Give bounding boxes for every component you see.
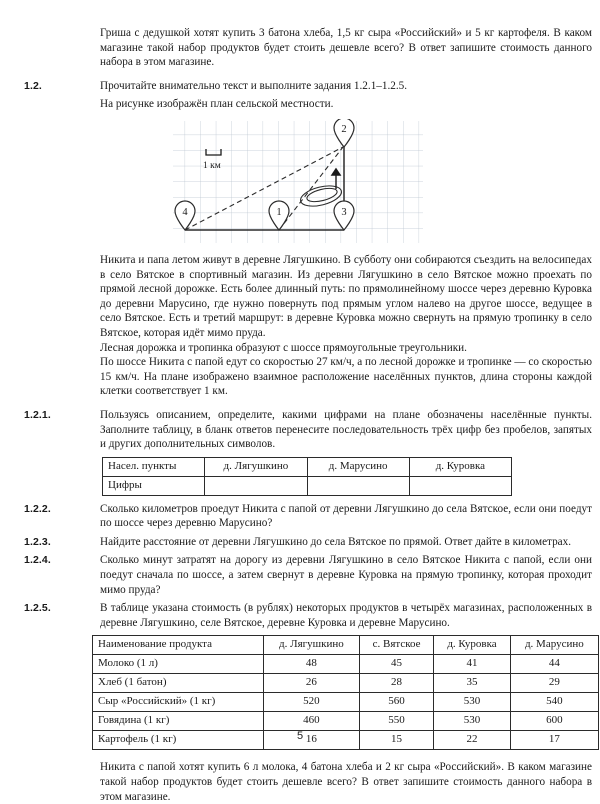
task-1-2-2: [0, 502, 600, 531]
task-1-2-2-number: 1.2.2.: [24, 502, 51, 515]
task-1-2: [0, 79, 600, 112]
settlements-col-2: д. Марусино: [307, 457, 409, 476]
price-cell: 540: [510, 693, 598, 712]
task-1-2-1-text: Пользуясь описанием, определите, какими цифрами на плане обозначены населённые пункты. Заполните таблицу, в бланк ответов перенесите последовательность трёх цифр без пробелов, запятых и других дополнительных символов.: [100, 408, 592, 451]
lead-paragraph: Гриша с дедушкой хотят купить 3 батона хлеба, 1,5 кг сыра «Российский» и 5 кг картофеля. В каком магазине такой набор продуктов будет стоить дешевле всего? В ответ запишите стоимость данного набора в этом магазине.: [100, 27, 592, 69]
prices-header-shop-3: д. Куровка: [434, 636, 510, 655]
task-1-2-line1: Прочитайте внимательно текст и выполните задания 1.2.1–1.2.5.: [100, 79, 408, 92]
page-number: 5: [296, 730, 304, 742]
task-1-2-3-number: 1.2.3.: [24, 535, 51, 548]
task-1-2-4-text: Сколько минут затратят на дорогу из деревни Лягушкино в село Вятское Никита с папой, если они поедут сначала по шоссе, а затем свернут в деревне Куровка на прямую тропинку, которая проходит мимо пруда?: [100, 554, 592, 596]
price-cell: 520: [264, 693, 360, 712]
price-cell: 41: [434, 655, 510, 674]
price-cell: 44: [510, 655, 598, 674]
task-1-2-5-text: В таблице указана стоимость (в рублях) некоторых продуктов в четырёх магазинах, расположенных в деревне Лягушкино, селе Вятское, деревне Куровка и деревне Марусино.: [100, 602, 592, 629]
table-row-header: [93, 636, 599, 655]
task-1-2-3-text: Найдите расстояние от деревни Лягушкино до села Вятское по прямой. Ответ дайте в километрах.: [100, 535, 572, 548]
settlements-row-label-1: Насел. пункты: [103, 457, 205, 476]
prices-header-shop-1: д. Лягушкино: [264, 636, 360, 655]
task-1-2-line2: На рисунке изображён план сельской местности.: [100, 98, 334, 111]
table-row: [93, 693, 599, 712]
scale-label: 1 км: [203, 160, 221, 171]
task-1-2-5-tail-text: Никита с папой хотят купить 6 л молока, 4 батона хлеба и 2 кг сыра «Российский». В каком магазине такой набор продуктов будет стоить дешевле всего? В ответ запишите стоимость данного набора в этом магазине.: [100, 761, 592, 803]
task-1-2-4-number: 1.2.4.: [24, 554, 51, 567]
table-row: [93, 674, 599, 693]
table-row-answers: [103, 476, 512, 495]
table-row: [93, 655, 599, 674]
prices-header-shop-2: с. Вятское: [359, 636, 434, 655]
task-1-2-5-number: 1.2.5.: [24, 602, 51, 615]
settlements-col-1: д. Лягушкино: [205, 457, 307, 476]
rural-area-map: [169, 119, 431, 247]
story-block: [0, 253, 600, 399]
settlements-table-block: [0, 452, 600, 498]
price-cell: 15: [359, 731, 434, 750]
task-1-2-1-number: 1.2.1.: [24, 408, 51, 421]
product-name-cell: Хлеб (1 батон): [93, 674, 264, 693]
story-paragraph-1: Никита и папа летом живут в деревне Лягушкино. В субботу они собираются съездить на велосипедах в село Вятское в спортивный магазин. Из деревни Лягушкино в село Вятское можно проехать по прямой лесной дорожке. Есть более длинный путь: по прямолинейному шоссе через деревню Куровка до деревни Марусино, где нужно повернуть под прямым углом налево на другое шоссе, ведущее в село Вятское. Есть и третий маршрут: в деревне Куровка можно свернуть на прямую тропинку в село Вятское, которая идёт мимо пруда.: [100, 253, 592, 339]
task-1-2-number: 1.2.: [24, 79, 42, 92]
marker-3-label: 3: [341, 206, 347, 218]
story-paragraph-2: Лесная дорожка и тропинка образуют с шоссе прямоугольные треугольники.: [100, 341, 467, 354]
story-paragraph-3: По шоссе Никита с папой едут со скоростью 27 км/ч, а по лесной дорожке и тропинке — со скоростью 15 км/ч. На плане изображено взаимное расположение населённых пунктов, длина стороны каждой клетки соответствует 1 км.: [100, 356, 592, 398]
table-settlements: [102, 457, 512, 496]
lead-paragraph-block: [0, 0, 600, 70]
price-cell: 550: [359, 712, 434, 731]
price-cell: 16: [264, 731, 360, 750]
price-cell: 560: [359, 693, 434, 712]
settlements-row-label-2: Цифры: [103, 476, 205, 495]
task-1-2-2-text: Сколько километров проедут Никита с папой от деревни Лягушкино до села Вятское, если они поедут по шоссе через деревню Марусино?: [100, 502, 592, 530]
price-cell: 45: [359, 655, 434, 674]
task-1-2-4: [0, 553, 600, 597]
marker-1-label: 1: [276, 206, 282, 218]
marker-2-label: 2: [341, 123, 347, 135]
table-row: [93, 712, 599, 731]
marker-4-label: 4: [182, 206, 188, 218]
task-1-2-5: [0, 601, 600, 630]
map-svg: [169, 119, 431, 247]
task-1-2-5-tail-block: [0, 753, 600, 804]
price-cell: 26: [264, 674, 360, 693]
product-name-cell: Сыр «Российский» (1 кг): [93, 693, 264, 712]
settlements-col-3: д. Куровка: [409, 457, 511, 476]
settlements-answer-2[interactable]: [307, 476, 409, 495]
table-row-header: [103, 457, 512, 476]
prices-header-name: Наименование продукта: [93, 636, 264, 655]
price-cell: 28: [359, 674, 434, 693]
map-figure-wrap: [0, 112, 600, 247]
price-cell: 530: [434, 712, 510, 731]
product-name-cell: Говядина (1 кг): [93, 712, 264, 731]
task-1-2-1: [0, 408, 600, 452]
price-cell: 17: [510, 731, 598, 750]
price-cell: 22: [434, 731, 510, 750]
price-cell: 29: [510, 674, 598, 693]
task-1-2-3: [0, 535, 600, 550]
price-cell: 600: [510, 712, 598, 731]
prices-header-shop-4: д. Марусино: [510, 636, 598, 655]
price-cell: 48: [264, 655, 360, 674]
settlements-answer-1[interactable]: [205, 476, 307, 495]
product-name-cell: Молоко (1 л): [93, 655, 264, 674]
product-name-cell: Картофель (1 кг): [93, 731, 264, 750]
grid-background: [173, 121, 423, 243]
price-cell: 460: [264, 712, 360, 731]
price-cell: 530: [434, 693, 510, 712]
settlements-answer-3[interactable]: [409, 476, 511, 495]
price-cell: 35: [434, 674, 510, 693]
